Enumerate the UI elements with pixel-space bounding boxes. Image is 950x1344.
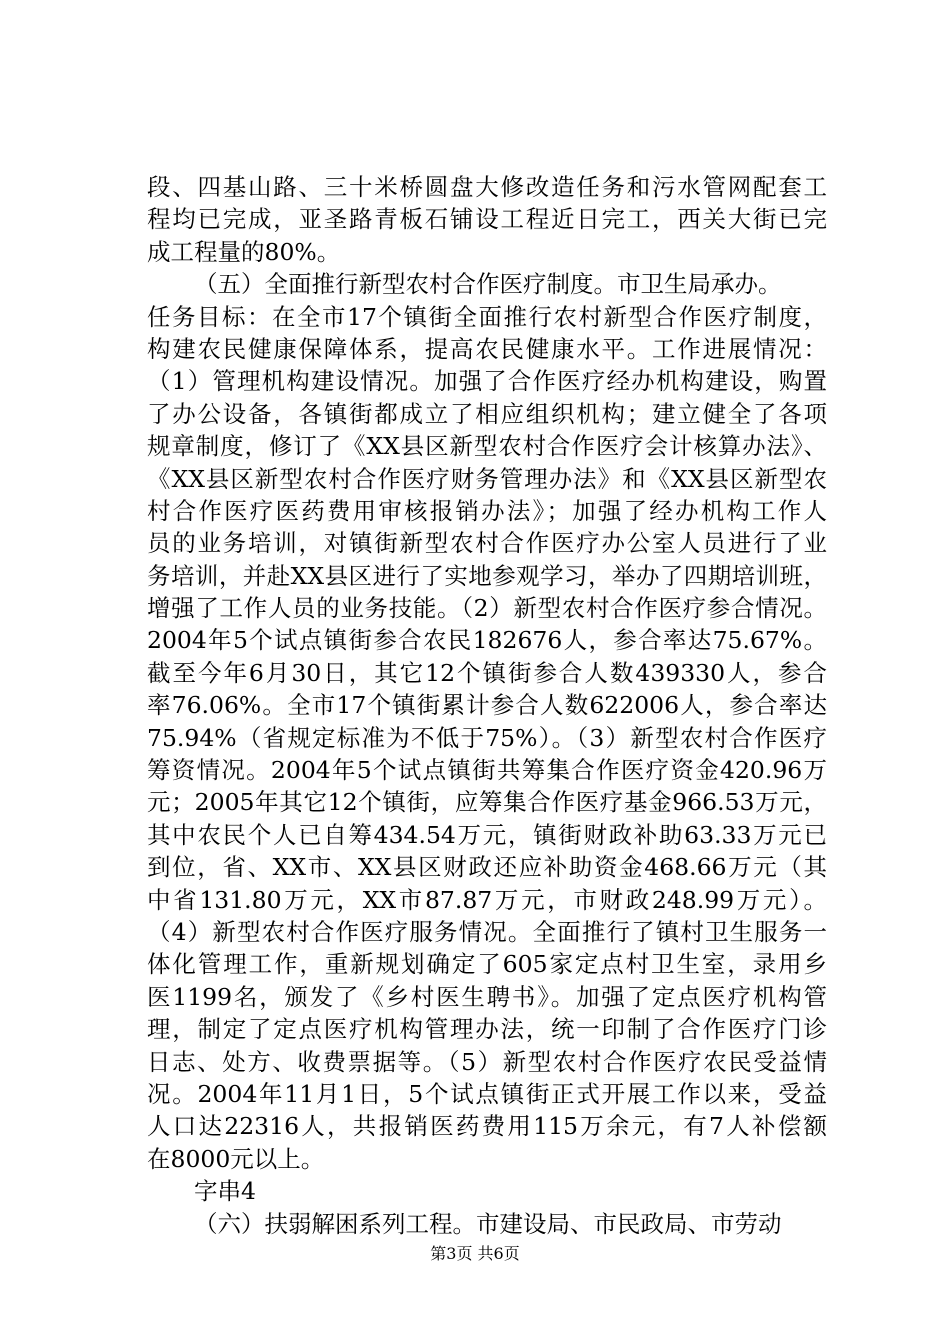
text-line: 务培训，并赴XX县区进行了实地参观学习，举办了四期培训班， (147, 561, 827, 590)
section-heading: （五）全面推行新型农村合作医疗制度。市卫生局承办。 (194, 270, 782, 299)
text-line: 在8000元以上。 (147, 1144, 325, 1173)
text-line: 理，制定了定点医疗机构管理办法，统一印制了合作医疗门诊 (147, 1015, 827, 1044)
text-line: 其中农民个人已自筹434.54万元，镇街财政补助63.33万元已 (147, 820, 827, 849)
text-line: 村合作医疗医药费用审核报销办法》；加强了经办机构工作人 (147, 496, 827, 525)
text-line: 75.94%（省规定标准为不低于75%）。（3）新型农村合作医疗 (147, 723, 827, 752)
text-line: 率76.06%。全市17个镇街累计参合人数622006人，参合率达 (147, 691, 827, 720)
text-line: （1）管理机构建设情况。加强了合作医疗经办机构建设，购置 (147, 367, 827, 396)
text-line: 字串4 (194, 1177, 256, 1206)
text-line: 中省131.80万元，XX市87.87万元，市财政248.99万元）。 (147, 885, 827, 914)
text-line: 到位，省、XX市、XX县区财政还应补助资金468.66万元（其 (147, 853, 827, 882)
text-line: 段、四基山路、三十米桥圆盘大修改造任务和污水管网配套工 (147, 173, 827, 201)
section-heading: （六）扶弱解困系列工程。市建设局、市民政局、市劳动 (194, 1209, 782, 1238)
text-line: 员的业务培训，对镇街新型农村合作医疗办公室人员进行了业 (147, 529, 827, 558)
text-line: 成工程量的80%。 (147, 237, 341, 266)
text-line: 人口达22316人，共报销医药费用115万余元，有7人补偿额 (147, 1112, 827, 1141)
text-line: 况。2004年11月1日，5个试点镇街正式开展工作以来，受益 (147, 1079, 827, 1108)
page-footer: 第3页 共6页 (430, 1244, 520, 1263)
text-line: 《XX县区新型农村合作医疗财务管理办法》和《XX县区新型农 (147, 464, 827, 493)
text-line: 筹资情况。2004年5个试点镇街共筹集合作医疗资金420.96万 (147, 756, 827, 785)
text-line: 截至今年6月30日，其它12个镇街参合人数439330人，参合 (147, 658, 827, 687)
text-line: 程均已完成，亚圣路青板石铺设工程近日完工，西关大街已完 (147, 205, 827, 234)
text-line: 增强了工作人员的业务技能。（2）新型农村合作医疗参合情况。 (147, 594, 827, 623)
body-text (147, 171, 827, 1240)
text-line: 了办公设备，各镇街都成立了相应组织机构；建立健全了各项 (147, 399, 827, 428)
text-line: 构建农民健康保障体系，提高农民健康水平。工作进展情况： (147, 334, 827, 363)
text-line: 日志、处方、收费票据等。（5）新型农村合作医疗农民受益情 (147, 1047, 827, 1076)
text-line: （4）新型农村合作医疗服务情况。全面推行了镇村卫生服务一 (147, 917, 827, 946)
text-line: 医1199名，颁发了《乡村医生聘书》。加强了定点医疗机构管 (147, 982, 827, 1011)
text-line: 元；2005年其它12个镇街，应筹集合作医疗基金966.53万元， (147, 788, 827, 817)
text-line: 2004年5个试点镇街参合农民182676人，参合率达75.67%。 (147, 626, 827, 655)
text-line: 体化管理工作，重新规划确定了605家定点村卫生室，录用乡 (147, 950, 827, 979)
text-line: 规章制度，修订了《XX县区新型农村合作医疗会计核算办法》、 (147, 432, 827, 461)
text-line: 任务目标：在全市17个镇街全面推行农村新型合作医疗制度， (147, 302, 827, 331)
